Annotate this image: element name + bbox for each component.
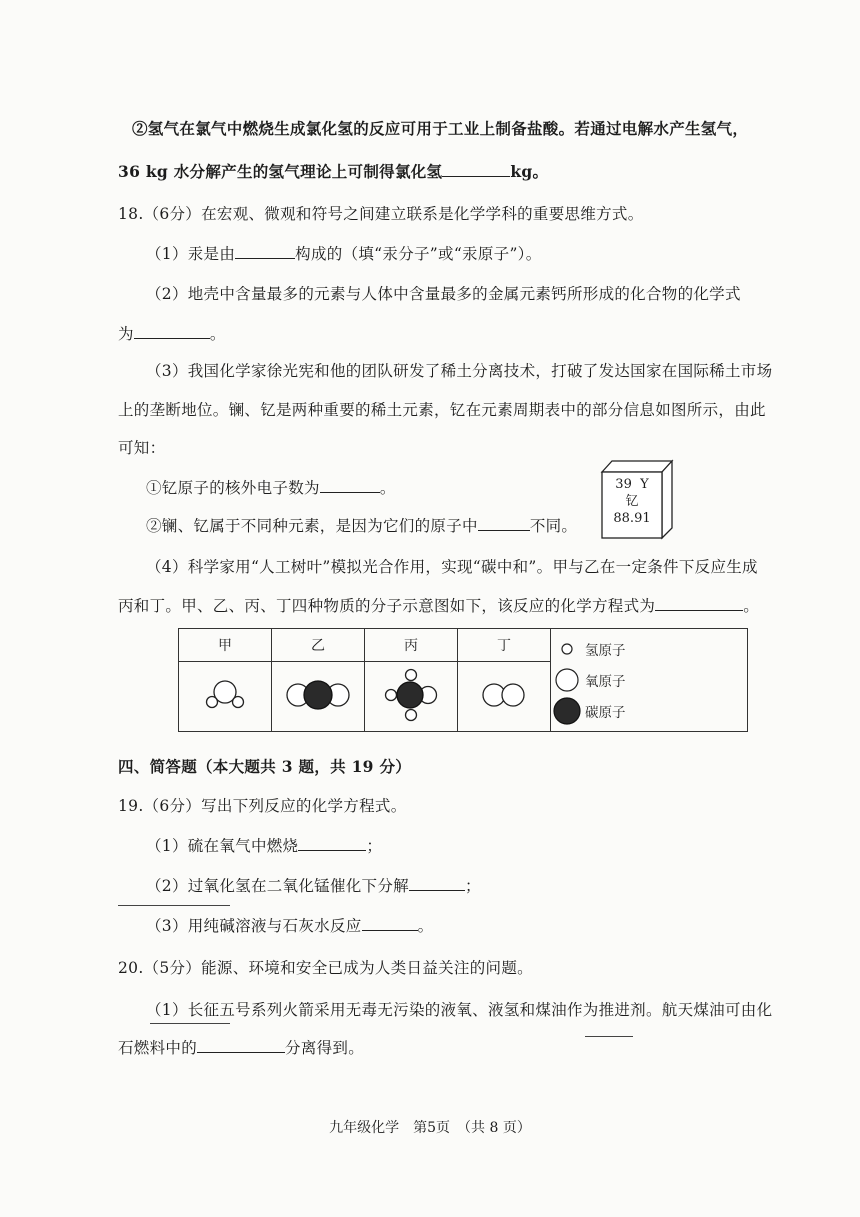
answer-blank[interactable] — [320, 478, 380, 493]
q18-part2-suffix: 。 — [209, 325, 226, 343]
legend-oxygen — [559, 665, 747, 696]
header-bing: 丙 — [365, 629, 458, 662]
legend-hydrogen — [559, 634, 747, 665]
q19-part2 — [146, 874, 481, 896]
pen-scribble-mark — [150, 1023, 230, 1024]
answer-blank[interactable] — [409, 876, 465, 891]
element-card-yttrium — [596, 458, 676, 540]
legend-hydrogen-label: 氢原子 — [585, 643, 626, 659]
answer-blank[interactable] — [655, 596, 743, 611]
hydrogen-atom-icon — [559, 641, 575, 657]
q18-part2-line2 — [118, 322, 226, 344]
header-yi: 乙 — [272, 629, 365, 662]
q18-part1-prefix: （1）汞是由 — [146, 245, 236, 263]
q20-intro: 20.（5分）能源、环境和安全已成为人类日益关注的问题。 — [118, 959, 533, 977]
molecule-jia — [179, 662, 272, 732]
q18-part4-prefix: 丙和丁。甲、乙、丙、丁四种物质的分子示意图如下，该反应的化学方程式为 — [118, 597, 656, 615]
q19-part1-prefix: （1）硫在氧气中燃烧 — [146, 837, 299, 855]
q18-part1-suffix: 构成的（填“汞分子”或“汞原子”）。 — [295, 245, 542, 263]
water-molecule-icon — [200, 675, 250, 715]
q17-sub2-line2 — [118, 160, 548, 182]
q19-part3 — [146, 914, 433, 936]
answer-blank[interactable] — [235, 244, 295, 259]
q18-part3-a-suffix: 。 — [379, 479, 396, 497]
q19-intro: 19.（6分）写出下列反应的化学方程式。 — [118, 797, 407, 815]
q18-part3-b-prefix: ②镧、钇属于不同种元素，是因为它们的原子中 — [146, 517, 478, 535]
element-card-content — [602, 476, 662, 527]
q18-part2-line1: （2）地壳中含量最多的元素与人体中含量最多的金属元素钙所形成的化合物的化学式 — [146, 285, 741, 303]
atom-legend — [551, 629, 748, 732]
atomic-mass: 88.91 — [613, 511, 651, 526]
q19-part2-prefix: （2）过氧化氢在二氧化锰催化下分解 — [146, 877, 409, 895]
atomic-number: 39 — [615, 477, 632, 492]
q20-part1-line2 — [118, 1036, 364, 1058]
section4-title: 四、简答题（本大题共 3 题，共 19 分） — [118, 757, 412, 776]
q20-part1-line1: （1）长征五号系列火箭采用无毒无污染的液氧、液氢和煤油作为推进剂。航天煤油可由化 — [146, 1001, 773, 1019]
answer-blank[interactable] — [478, 516, 530, 531]
q18-part4-line2 — [118, 594, 759, 616]
carbon-dioxide-molecule-icon — [278, 675, 358, 715]
q18-part4-line1: （4）科学家用“人工树叶”模拟光合作用，实现“碳中和”。甲与乙在一定条件下反应生成 — [146, 558, 758, 576]
q17-sub2-unit: kg。 — [510, 162, 549, 181]
header-jia: 甲 — [179, 629, 272, 662]
answer-blank[interactable] — [134, 324, 210, 339]
molecule-diagram-table — [178, 628, 748, 732]
q17-sub2-line1: ②氢气在氯气中燃烧生成氯化氢的反应可用于工业上制备盐酸。若通过电解水产生氢气， — [132, 119, 749, 138]
q18-part1 — [146, 242, 542, 264]
q19-part3-suffix: 。 — [417, 917, 434, 935]
q18-part3-a — [146, 476, 396, 498]
q18-intro: 18.（6分）在宏观、微观和符号之间建立联系是化学学科的重要思维方式。 — [118, 205, 644, 223]
element-name: 钇 — [625, 494, 639, 509]
molecule-bing — [365, 662, 458, 732]
pen-scribble-mark — [585, 1036, 633, 1037]
oxygen-atom-icon — [554, 667, 580, 693]
element-symbol: Y — [640, 477, 649, 492]
q18-part3-line2: 上的垄断地位。镧、钇是两种重要的稀土元素，钇在元素周期表中的部分信息如图所示，由此 — [118, 401, 766, 419]
answer-blank[interactable] — [442, 162, 510, 177]
pen-scribble-mark — [118, 905, 230, 906]
q18-part3-b-suffix: 不同。 — [529, 517, 578, 535]
methanol-molecule-icon — [381, 667, 441, 723]
q18-part3-b — [146, 514, 577, 536]
q19-part3-prefix: （3）用纯碱溶液与石灰水反应 — [146, 917, 362, 935]
q17-sub2-text: 36 kg 水分解产生的氢气理论上可制得氯化氢 — [118, 162, 443, 181]
q19-part2-suffix: ； — [464, 877, 481, 895]
oxygen-molecule-icon — [476, 675, 532, 715]
q18-part3-line3: 可知： — [118, 439, 166, 457]
molecule-yi — [272, 662, 365, 732]
q18-part2-prefix: 为 — [118, 325, 134, 343]
q18-part4-suffix: 。 — [743, 597, 760, 615]
q19-part1 — [146, 834, 382, 856]
q20-part1-prefix: 石燃料中的 — [118, 1039, 198, 1057]
legend-carbon-label: 碳原子 — [585, 705, 626, 721]
header-ding: 丁 — [458, 629, 551, 662]
page-footer: 九年级化学 第5页 （共 8 页） — [329, 1120, 531, 1136]
molecule-ding — [458, 662, 551, 732]
q19-part1-suffix: ； — [366, 837, 383, 855]
carbon-atom-icon — [552, 696, 582, 726]
q18-part3-a-prefix: ①钇原子的核外电子数为 — [146, 479, 320, 497]
legend-oxygen-label: 氧原子 — [585, 674, 626, 690]
answer-blank[interactable] — [362, 916, 418, 931]
answer-blank[interactable] — [197, 1038, 285, 1053]
q18-part3-line1: （3）我国化学家徐光宪和他的团队研发了稀土分离技术，打破了发达国家在国际稀土市场 — [146, 362, 773, 380]
answer-blank[interactable] — [298, 836, 366, 851]
legend-carbon — [559, 696, 747, 727]
q20-part1-suffix: 分离得到。 — [285, 1039, 365, 1057]
